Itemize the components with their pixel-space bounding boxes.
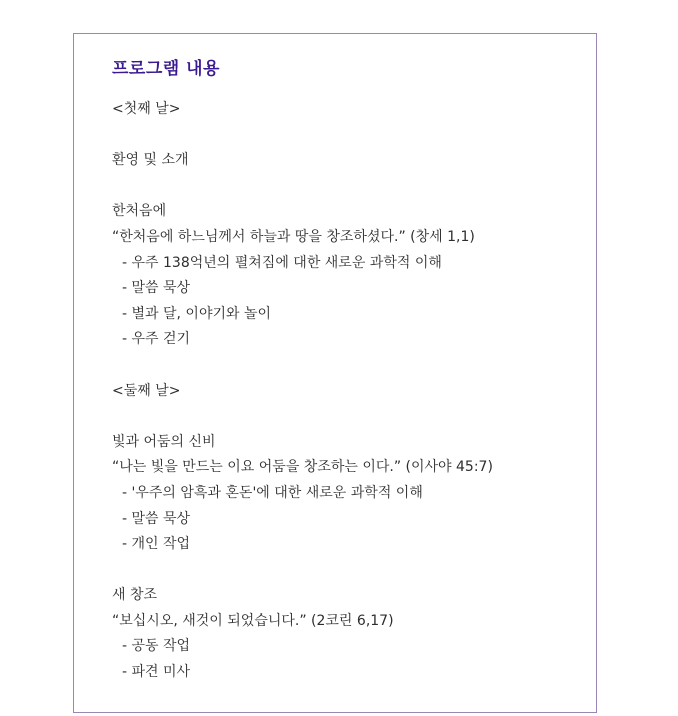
list-item: - '우주의 암흑과 혼돈'에 대한 새로운 과학적 이해 <box>122 484 423 501</box>
scripture-quote: “한처음에 하느님께서 하늘과 땅을 창조하셨다.” (창세 1,1) <box>112 228 475 245</box>
program-title: 프로그램 내용 <box>112 59 220 79</box>
spacer <box>112 558 584 584</box>
list-item: - 파견 미사 <box>122 664 191 681</box>
list-item: - 별과 달, 이야기와 놀이 <box>122 305 272 322</box>
list-item: - 우주 걷기 <box>122 331 191 348</box>
list-item: - 공동 작업 <box>122 638 191 655</box>
list-item: - 말씀 묵상 <box>122 280 191 297</box>
scripture-quote: “나는 빛을 만드는 이요 어둠을 창조하는 이다.” (이사야 45:7) <box>112 459 493 476</box>
section-title: 한처음에 <box>112 203 167 220</box>
day2-heading: <둘째 날> <box>112 382 181 399</box>
document-page <box>73 33 597 713</box>
spacer <box>112 404 584 430</box>
list-item: - 말씀 묵상 <box>122 510 191 527</box>
spacer <box>112 174 584 200</box>
list-item: - 개인 작업 <box>122 536 191 553</box>
section-title: 새 창조 <box>112 587 158 604</box>
scripture-quote: “보십시오, 새것이 되었습니다.” (2코린 6,17) <box>112 612 394 629</box>
spacer <box>112 123 584 149</box>
welcome-text: 환영 및 소개 <box>112 152 189 169</box>
program-content <box>112 56 584 686</box>
section-title: 빛과 어둠의 신비 <box>112 433 216 450</box>
day1-heading: <첫째 날> <box>112 101 181 117</box>
spacer <box>112 353 584 379</box>
list-item: - 우주 138억년의 펼쳐짐에 대한 새로운 과학적 이해 <box>122 254 442 271</box>
